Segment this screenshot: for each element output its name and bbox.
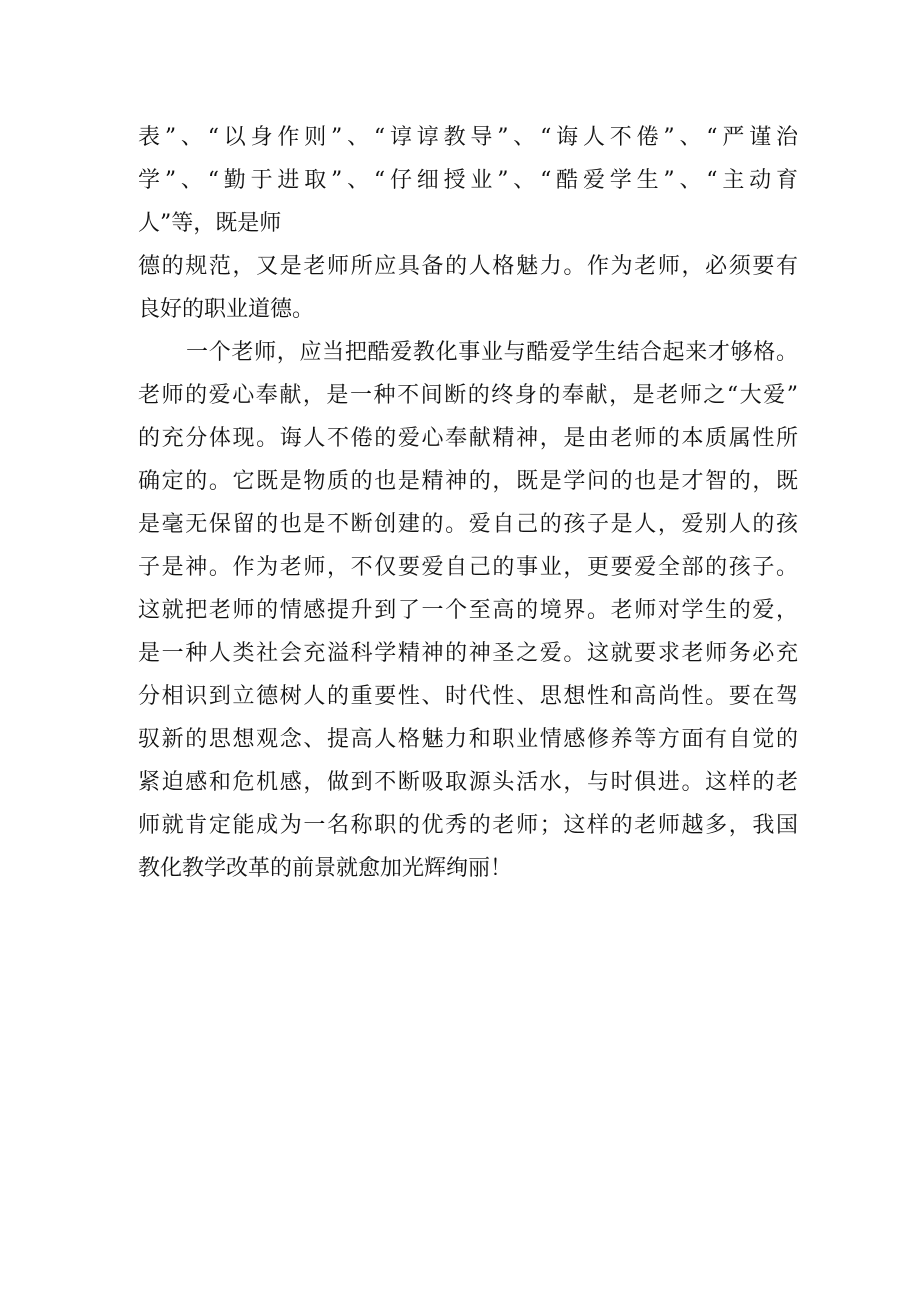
text-line: 德的规范，又是老师所应具备的人格魅力。作为老师，必须要有 [138, 254, 798, 279]
text-line: 驭新的思想观念、提高人格魅力和职业情感修养等方面有自觉的 [138, 727, 798, 752]
text-line: 一个老师，应当把酷爱教化事业与酷爱学生结合起来才够格。 [186, 340, 798, 365]
text-line: 教化教学改革的前景就愈加光辉绚丽！ [138, 856, 513, 881]
text-line: 老师的爱心奉献，是一种不间断的终身的奉献，是老师之“大爱” [138, 383, 798, 408]
text-line: 的充分体现。诲人不倦的爱心奉献精神，是由老师的本质属性所 [138, 426, 798, 451]
text-line: 这就把老师的情感提升到了一个至高的境界。老师对学生的爱， [138, 598, 798, 623]
text-line: 人”等，既是师 [138, 211, 282, 236]
text-line: 学”、“勤于进取”、“仔细授业”、“酷爱学生”、“主动育 [138, 168, 798, 193]
text-line: 分相识到立德树人的重要性、时代性、思想性和高尚性。要在驾 [138, 684, 798, 709]
paragraph-1 [138, 116, 798, 331]
text-line: 表”、“以身作则”、“谆谆教导”、“诲人不倦”、“严谨治 [138, 125, 798, 150]
text-line: 确定的。它既是物质的也是精神的，既是学问的也是才智的，既 [138, 469, 798, 494]
text-line: 紧迫感和危机感，做到不断吸取源头活水，与时俱进。这样的老 [138, 770, 798, 795]
text-line: 良好的职业道德。 [138, 297, 315, 322]
text-line: 师就肯定能成为一名称职的优秀的老师；这样的老师越多，我国 [138, 813, 798, 838]
document-body [138, 116, 798, 890]
text-line: 是毫无保留的也是不断创建的。爱自己的孩子是人，爱别人的孩 [138, 512, 798, 537]
text-line: 是一种人类社会充溢科学精神的神圣之爱。这就要求老师务必充 [138, 641, 798, 666]
paragraph-2 [138, 331, 798, 890]
text-line: 子是神。作为老师，不仅要爱自己的事业，更要爱全部的孩子。 [138, 555, 798, 580]
